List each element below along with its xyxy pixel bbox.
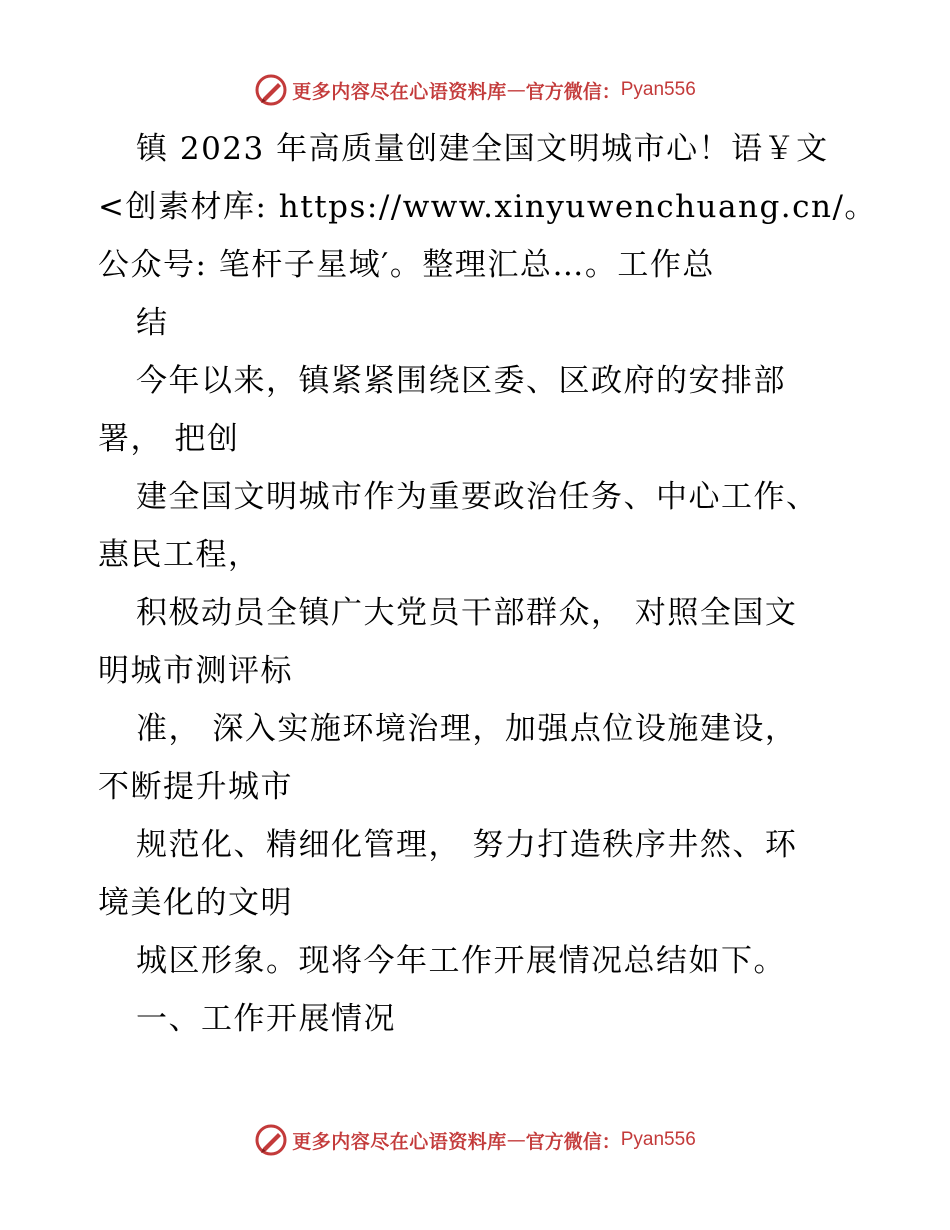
text-line: 规范化、精细化管理， 努力打造秩序井然、环 <box>136 827 798 863</box>
pen-logo-icon <box>254 1123 288 1157</box>
text-line: 不断提升城市 <box>98 769 293 805</box>
banner-wechat-id: Pyan556 <box>620 79 696 100</box>
text-line: 明城市测评标 <box>98 653 293 689</box>
text-line: 城区形象。现将今年工作开展情况总结如下。 <box>136 943 786 979</box>
banner-official-label: 官方微信： <box>525 80 621 103</box>
text-line: 今年以来，镇紧紧围绕区委、区政府的安排部 <box>136 363 786 399</box>
text-line: 署， 把创 <box>98 421 240 457</box>
text-line: 建全国文明城市作为重要政治任务、中心工作、 <box>136 479 819 515</box>
text-line: <创素材库: https://www.xinyuwenchuang.cn/。 <box>98 189 877 225</box>
section-heading: 一、工作开展情况 <box>136 1001 396 1037</box>
footer-banner <box>0 1120 950 1160</box>
text-line: 境美化的文明 <box>98 885 293 921</box>
banner-title: 更多内容尽在心语资料库 <box>292 1130 507 1153</box>
text-line: 积极动员全镇广大党员干部群众， 对照全国文 <box>136 595 798 631</box>
banner-wechat-id: Pyan556 <box>620 1129 696 1150</box>
text-line: 惠民工程， <box>98 537 261 573</box>
banner-official-label: 官方微信： <box>525 1130 621 1153</box>
banner-title: 更多内容尽在心语资料库 <box>292 80 507 103</box>
pen-logo-icon <box>254 73 288 107</box>
document-body <box>98 120 877 1048</box>
header-banner <box>0 70 950 110</box>
text-line: 结 <box>136 305 169 341</box>
banner-dash: — <box>506 1129 526 1151</box>
text-line: 镇 2023 年高质量创建全国文明城市心！语￥文 <box>136 131 829 167</box>
banner-dash: — <box>506 79 526 101</box>
text-line: 公众号: 笔杆子星域′。整理汇总…。工作总 <box>98 247 715 283</box>
text-line: 准， 深入实施环境治理，加强点位设施建设， <box>136 711 798 747</box>
